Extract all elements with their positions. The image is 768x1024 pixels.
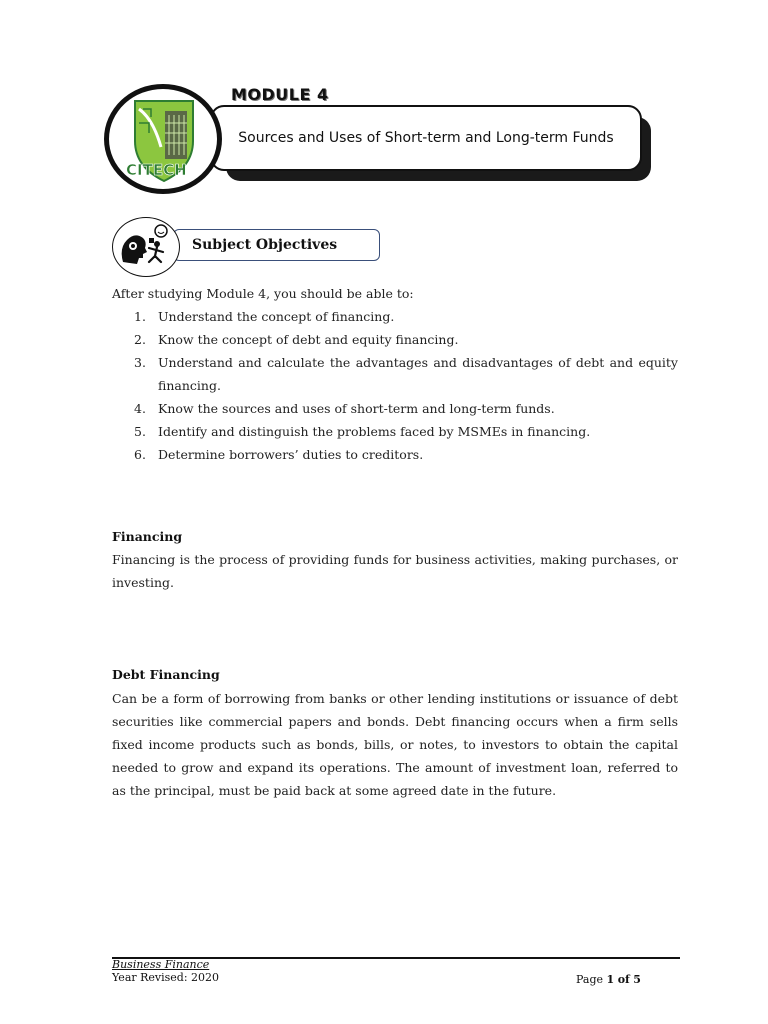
footer-subject: Business Finance: [112, 958, 210, 971]
subject-objectives-heading: Subject Objectives: [192, 237, 338, 253]
list-item: 4. Know the sources and uses of short-term and long-term funds.: [134, 401, 555, 416]
footer-year-revised: Year Revised: 2020: [112, 971, 220, 984]
page-of: of: [617, 973, 630, 986]
financing-body: Financing is the process of providing funds for business activities, making purchases, or investing.: [112, 552, 678, 590]
financing-heading: Financing: [112, 529, 183, 544]
list-item: 1. Understand the concept of financing.: [134, 309, 395, 324]
page-number: [576, 973, 641, 986]
debt-financing-body: Can be a form of borrowing from banks or other lending institutions or issuance of debt securities like commercial papers and bonds. Debt financing occurs when a firm sells fixed income products such as bonds, bills, or notes, to investors to obtain the capital needed to grow and expand its operations. The amount of investment loan, referred to as the principal, must be paid back at some agreed date in the future.: [112, 691, 678, 798]
objectives-list: [112, 305, 678, 466]
list-item: 6. Determine borrowers’ duties to creditors.: [134, 447, 424, 462]
subject-objectives-badge: [173, 229, 380, 261]
list-item: 3. Understand and calculate the advantages and disadvantages of debt and equity financing.: [134, 355, 678, 393]
citech-wordmark: [122, 160, 192, 180]
learner-icon: [112, 217, 180, 277]
module-title: Sources and Uses of Short-term and Long-term Funds: [238, 130, 614, 146]
page-current: 1: [606, 973, 615, 986]
page-total: 5: [633, 973, 641, 986]
debt-financing-heading: Debt Financing: [112, 667, 220, 682]
list-item: 2. Know the concept of debt and equity financing.: [134, 332, 459, 347]
module-label: MODULE 4: [231, 85, 329, 104]
page-prefix: Page: [576, 973, 604, 986]
list-item: 5. Identify and distinguish the problems faced by MSMEs in financing.: [134, 424, 591, 439]
objectives-intro: After studying Module 4, you should be able to:: [112, 286, 414, 301]
module-title-box: [210, 105, 642, 171]
svg-text:CITECH: CITECH: [126, 161, 187, 179]
